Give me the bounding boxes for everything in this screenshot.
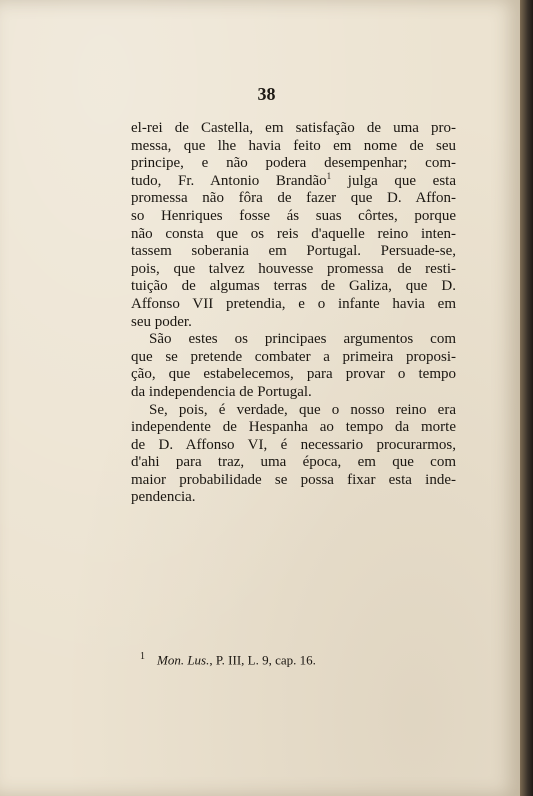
- text-line: da independencia de Portugal.: [131, 383, 312, 400]
- text-line: principe, e não podera desempenhar; com-: [131, 155, 456, 172]
- text-line: seu poder.: [131, 313, 192, 330]
- footnote-marker: 1: [140, 651, 145, 662]
- text-line: tuição de algumas terras de Galiza, que D.: [131, 278, 456, 295]
- text-line: pendencia.: [131, 489, 196, 506]
- text-line: el-rei de Castella, em satisfação de uma pro-: [131, 120, 456, 136]
- text-line: so Henriques fosse ás suas côrtes, porque: [131, 207, 456, 224]
- text-line: maior probabilidade se possa fixar esta inde-: [131, 471, 456, 488]
- book-spine-edge: [520, 0, 533, 796]
- text-line: independente de Hespanha ao tempo da morte: [131, 419, 456, 436]
- text-segment: julga que esta: [347, 172, 456, 189]
- footnote-source: Mon. Lus.: [157, 652, 210, 668]
- text-line: Affonso VII pretendia, e o infante havia em: [131, 295, 456, 312]
- page-number: 38: [257, 84, 276, 104]
- body-text: [131, 120, 456, 507]
- text-line-with-note: [131, 170, 456, 191]
- footnote: [140, 651, 316, 668]
- text-line: que se pretende combater a primeira proposi-: [131, 348, 456, 365]
- text-line: tassem soberania em Portugal. Persuade-se,: [131, 243, 456, 260]
- text-line: São estes os principaes argumentos com: [149, 331, 456, 348]
- text-line: de D. Affonso VI, é necessario procurarmos,: [131, 436, 456, 453]
- text-line: messa, que lhe havia feito em nome de seu: [131, 137, 456, 154]
- text-line: Se, pois, é verdade, que o nosso reino era: [149, 401, 456, 418]
- paragraph-3: [131, 402, 456, 508]
- text-segment: tudo, Fr. Antonio Brandão: [131, 172, 327, 189]
- text-line: pois, que talvez houvesse promessa de resti-: [131, 260, 456, 277]
- text-line: ção, que estabelecemos, para provar o tempo: [131, 366, 456, 383]
- footnote-reference: , P. III, L. 9, cap. 16.: [209, 652, 316, 668]
- text-line: promessa não fôra de fazer que D. Affon-: [131, 190, 456, 207]
- text-line: não consta que os reis d'aquelle reino inten-: [131, 225, 456, 242]
- footnote-marker: 1: [326, 170, 332, 181]
- paragraph-1: [131, 120, 456, 331]
- paragraph-2: [131, 331, 456, 401]
- text-line: d'ahi para traz, uma época, em que com: [131, 454, 456, 471]
